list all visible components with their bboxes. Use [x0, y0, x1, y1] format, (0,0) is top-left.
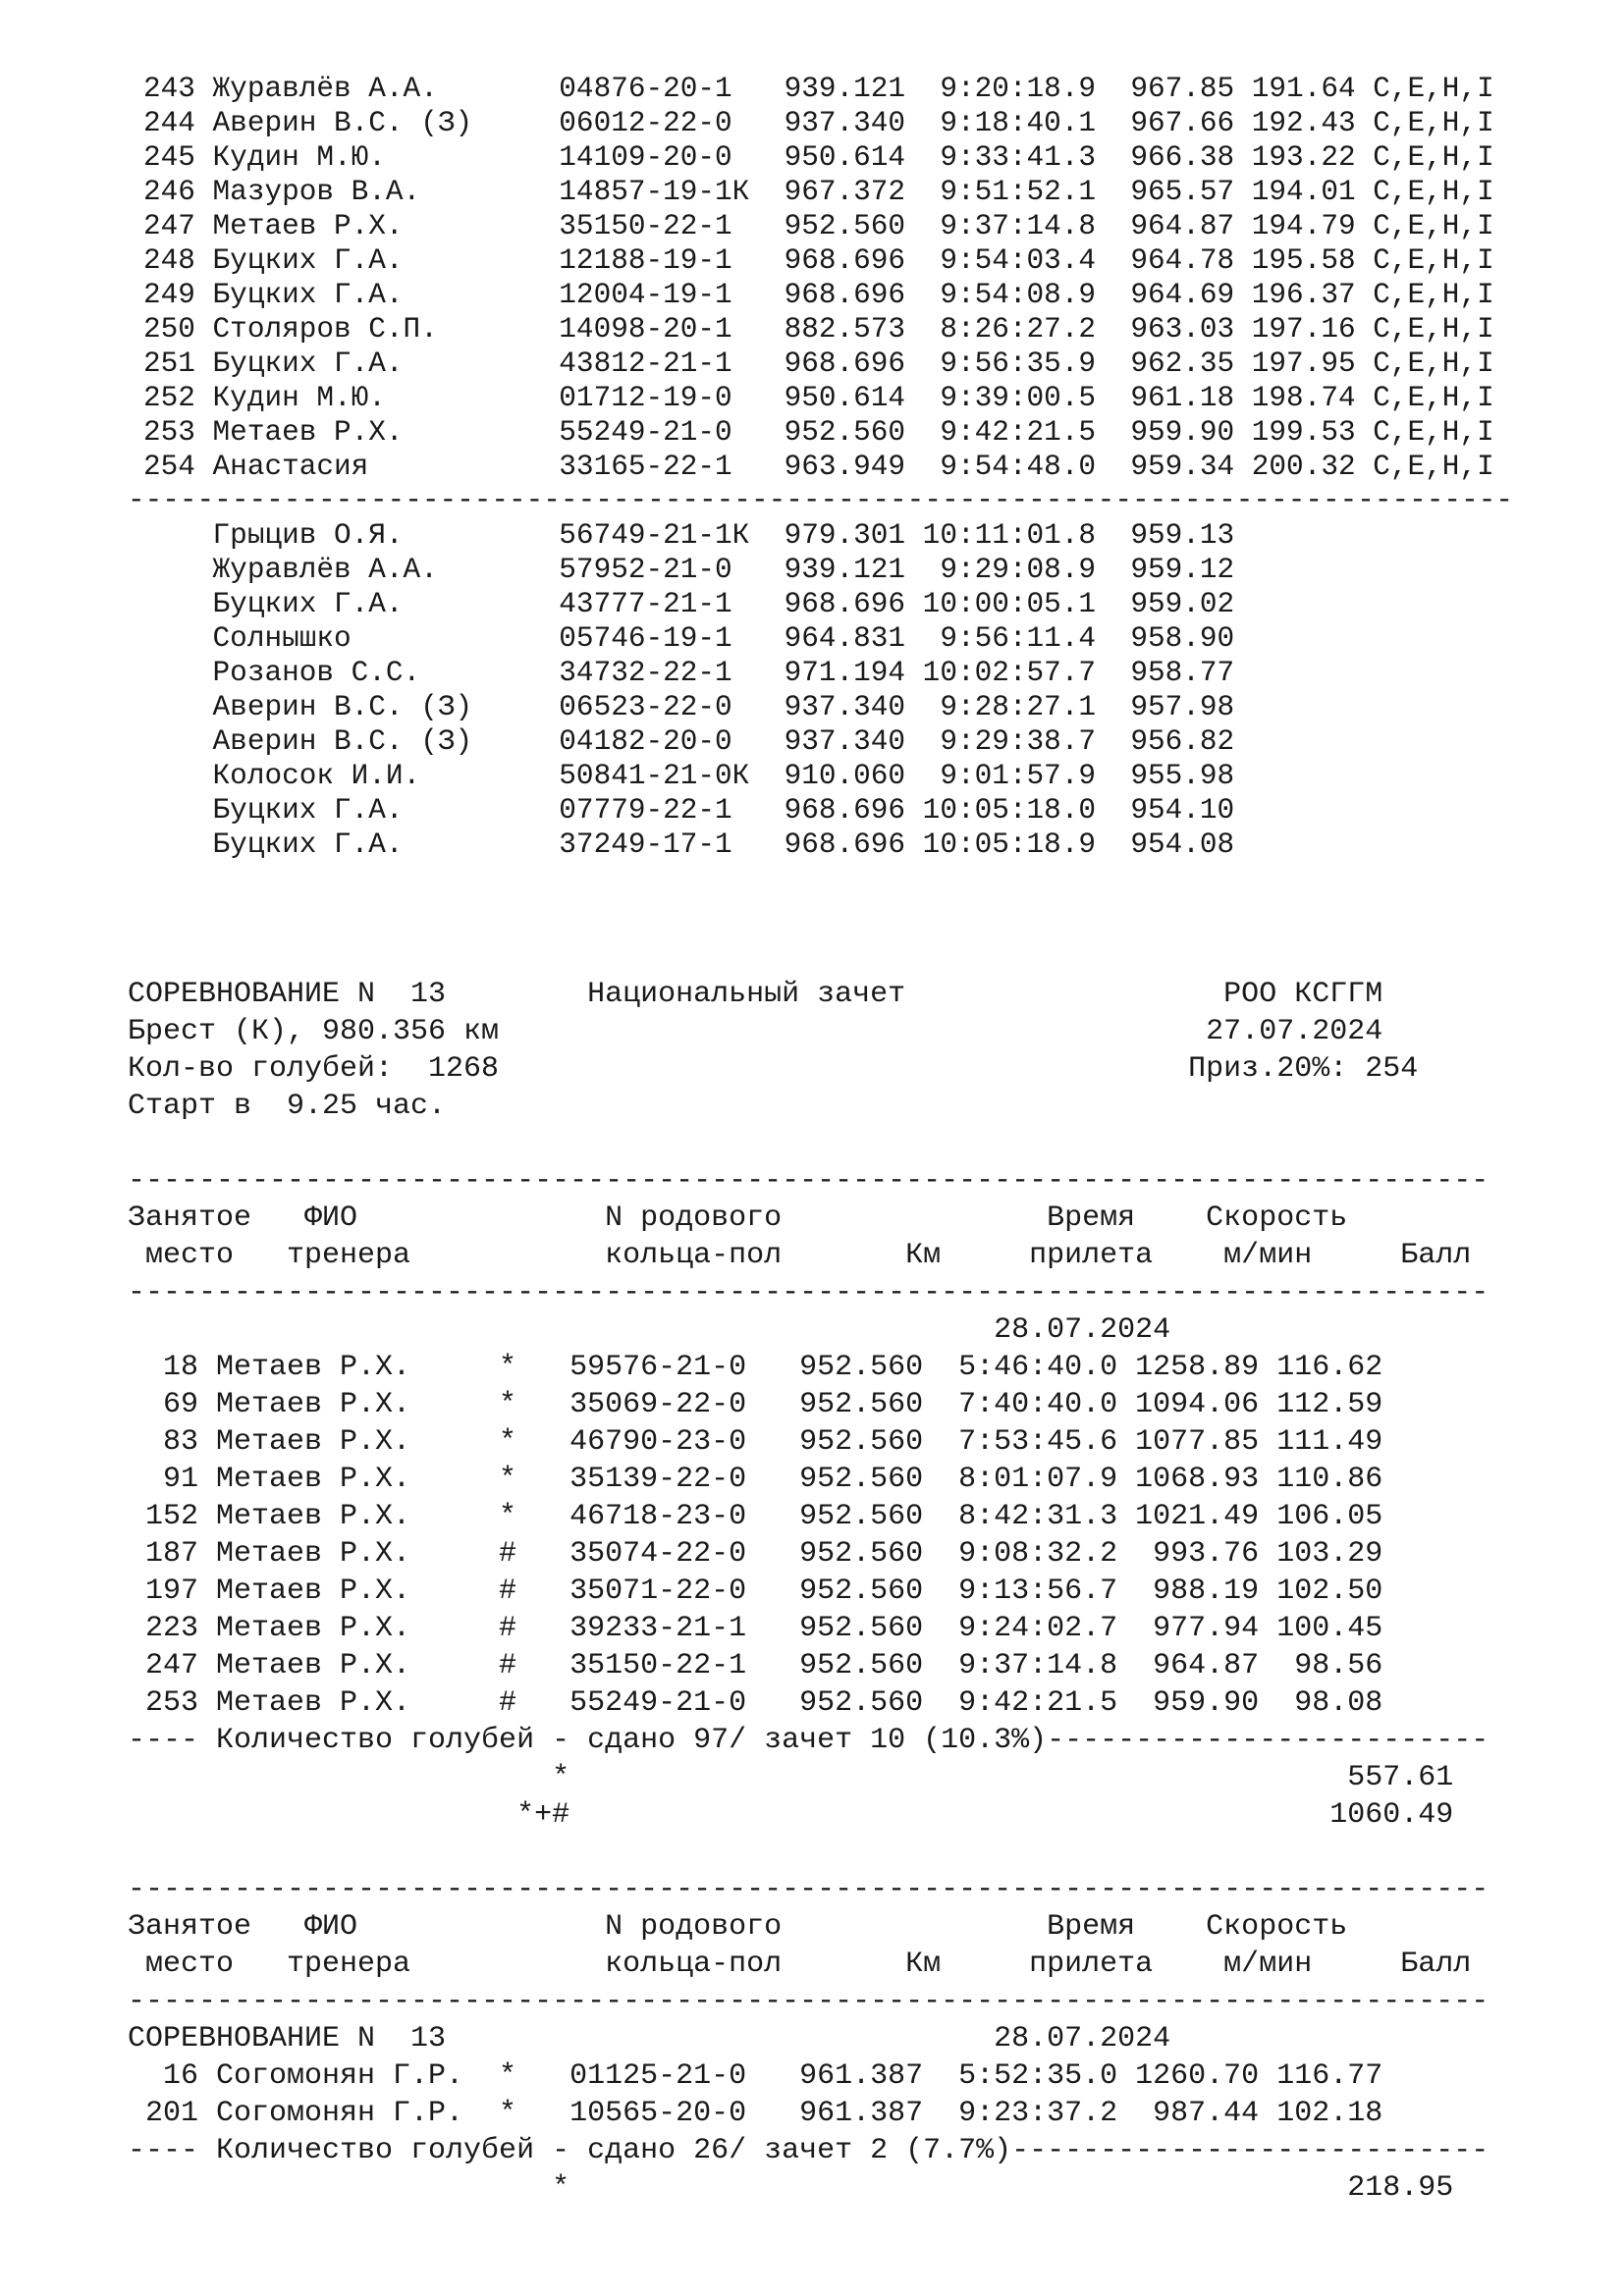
table-row: 253 Метаев Р.Х. # 55249-21-0 952.560 9:42:21.5 959.90 98.08 — [128, 1686, 1383, 1720]
table-row: 18 Метаев Р.Х. * 59576-21-0 952.560 5:46:40.0 1258.89 116.62 — [128, 1351, 1383, 1384]
table-row: 244 Аверин В.С. (З) 06012-22-0 937.340 9:18:40.1 967.66 192.43 C,E,H,I — [143, 107, 1494, 139]
table-row: 254 Анастасия 33165-22-1 963.949 9:54:48.0 959.34 200.32 C,E,H,I — [143, 451, 1494, 483]
table-row: 201 Согомонян Г.Р. * 10565-20-0 961.387 9:23:37.2 987.44 102.18 — [128, 2097, 1383, 2130]
competition-start-line: Старт в 9.25 час. — [128, 1090, 447, 1123]
table-row: 197 Метаев Р.Х. # 35071-22-0 952.560 9:13:56.7 988.19 102.50 — [128, 1575, 1383, 1608]
summary-line: ---- Количество голубей - сдано 97/ зачет 10 (10.3%)------------------------- — [128, 1724, 1489, 1757]
column-header: место тренера кольца-пол Км прилета м/мин Балл — [128, 1948, 1472, 1981]
table-row: Солнышко 05746-19-1 964.831 9:56:11.4 958.90 — [143, 622, 1235, 655]
competition-place-line: Брест (К), 980.356 км 27.07.2024 — [128, 1015, 1383, 1048]
separator-line: ----------------------------------------------------------------------------- — [128, 1873, 1489, 1906]
column-header: место тренера кольца-пол Км прилета м/мин Балл — [128, 1239, 1472, 1272]
table-row: 69 Метаев Р.Х. * 35069-22-0 952.560 7:40:40.0 1094.06 112.59 — [128, 1388, 1383, 1421]
separator-line: ----------------------------------------------------------------------------- — [128, 1276, 1489, 1309]
table-row: Аверин В.С. (З) 06523-22-0 937.340 9:28:27.1 957.98 — [143, 691, 1235, 723]
separator-line: ----------------------------------------------------------------------------- — [128, 1985, 1489, 2018]
table-row: 247 Метаев Р.Х. 35150-22-1 952.560 9:37:14.8 964.87 194.79 C,E,H,I — [143, 210, 1494, 242]
table-row: 243 Журавлёв А.А. 04876-20-1 939.121 9:20:18.9 967.85 191.64 C,E,H,I — [143, 73, 1494, 105]
total-line: * 218.95 — [128, 2171, 1454, 2205]
separator-line: ----------------------------------------------------------------------------- — [128, 1164, 1489, 1198]
table-row: 152 Метаев Р.Х. * 46718-23-0 952.560 8:42:31.3 1021.49 106.05 — [128, 1500, 1383, 1533]
table-row: 251 Буцких Г.А. 43812-21-1 968.696 9:56:35.9 962.35 197.95 C,E,H,I — [143, 347, 1494, 380]
race-date: СОРЕВНОВАНИЕ N 13 28.07.2024 — [128, 2022, 1171, 2056]
table-row: 248 Буцких Г.А. 12188-19-1 968.696 9:54:03.4 964.78 195.58 C,E,H,I — [143, 244, 1494, 277]
table-row: Аверин В.С. (З) 04182-20-0 937.340 9:29:38.7 956.82 — [143, 725, 1235, 758]
table-row: 83 Метаев Р.Х. * 46790-23-0 952.560 7:53:45.6 1077.85 111.49 — [128, 1425, 1383, 1459]
table-row: 223 Метаев Р.Х. # 39233-21-1 952.560 9:24:02.7 977.94 100.45 — [128, 1612, 1383, 1645]
table-row: Колосок И.И. 50841-21-0К 910.060 9:01:57.9 955.98 — [143, 760, 1235, 792]
table-row: Буцких Г.А. 43777-21-1 968.696 10:00:05.1 959.02 — [143, 588, 1235, 620]
table-row: Буцких Г.А. 37249-17-1 968.696 10:05:18.9 954.08 — [143, 828, 1235, 861]
column-header: Занятое ФИО N родового Время Скорость — [128, 1201, 1348, 1235]
competition-title-line: СОРЕВНОВАНИЕ N 13 Национальный зачет РОО КСГГМ — [128, 978, 1383, 1011]
summary-line: ---- Количество голубей - сдано 26/ зачет 2 (7.7%)--------------------------- — [128, 2134, 1489, 2167]
table-row: 247 Метаев Р.Х. # 35150-22-1 952.560 9:37:14.8 964.87 98.56 — [128, 1649, 1383, 1682]
table-row: 249 Буцких Г.А. 12004-19-1 968.696 9:54:08.9 964.69 196.37 C,E,H,I — [143, 279, 1494, 311]
table-row: 253 Метаев Р.Х. 55249-21-0 952.560 9:42:21.5 959.90 199.53 C,E,H,I — [143, 416, 1494, 449]
table-row: 91 Метаев Р.Х. * 35139-22-0 952.560 8:01:07.9 1068.93 110.86 — [128, 1463, 1383, 1496]
table-row: Буцких Г.А. 07779-22-1 968.696 10:05:18.0 954.10 — [143, 794, 1235, 827]
separator-line: -------------------------------------------------------------------------------- — [128, 484, 1513, 516]
table-row: 246 Мазуров В.А. 14857-19-1К 967.372 9:51:52.1 965.57 194.01 C,E,H,I — [143, 176, 1494, 208]
table-row: 252 Кудин М.Ю. 01712-19-0 950.614 9:39:00.5 961.18 198.74 C,E,H,I — [143, 382, 1494, 414]
table-row: 245 Кудин М.Ю. 14109-20-0 950.614 9:33:41.3 966.38 193.22 C,E,H,I — [143, 141, 1494, 174]
table-row: Журавлёв А.А. 57952-21-0 939.121 9:29:08.9 959.12 — [143, 554, 1235, 586]
race-date: 28.07.2024 — [128, 1313, 1171, 1347]
table-row: Розанов С.С. 34732-22-1 971.194 10:02:57.7 958.77 — [143, 657, 1235, 689]
competition-count-line: Кол-во голубей: 1268 Приз.20%: 254 — [128, 1052, 1419, 1086]
total-line: *+# 1060.49 — [128, 1798, 1454, 1832]
table-row: 16 Согомонян Г.Р. * 01125-21-0 961.387 5:52:35.0 1260.70 116.77 — [128, 2059, 1383, 2093]
table-row: Грыцив О.Я. 56749-21-1К 979.301 10:11:01.8 959.13 — [143, 519, 1235, 552]
table-row: 250 Столяров С.П. 14098-20-1 882.573 8:26:27.2 963.03 197.16 C,E,H,I — [143, 313, 1494, 346]
column-header: Занятое ФИО N родового Время Скорость — [128, 1910, 1348, 1944]
table-row: 187 Метаев Р.Х. # 35074-22-0 952.560 9:08:32.2 993.76 103.29 — [128, 1537, 1383, 1571]
total-line: * 557.61 — [128, 1761, 1454, 1794]
